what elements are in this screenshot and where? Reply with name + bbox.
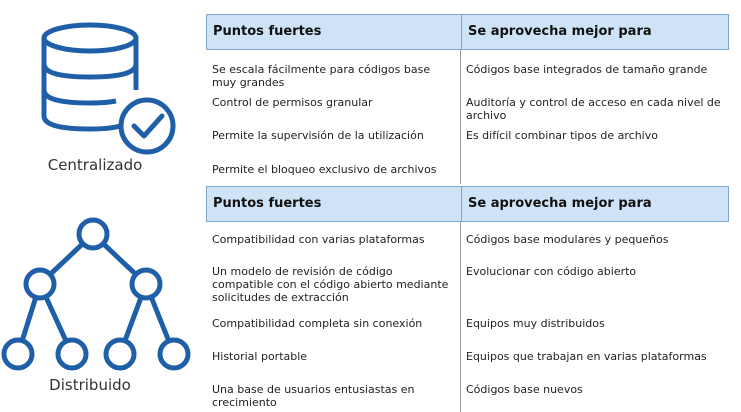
strength-cell: Compatibilidad completa sin conexión — [212, 317, 423, 330]
strength-cell: Permite el bloqueo exclusivo de archivos — [212, 163, 437, 176]
header-best-for: Se aprovecha mejor para — [461, 15, 728, 49]
database-check-icon — [28, 18, 188, 178]
strength-cell: Historial portable — [212, 350, 308, 363]
distributed-caption: Distribuido — [49, 376, 131, 394]
best-for-cell: Equipos muy distribuidos — [466, 317, 605, 330]
strength-cell: Permite la supervisión de la utilización — [212, 129, 424, 142]
column-divider — [460, 50, 461, 184]
header-best-for: Se aprovecha mejor para — [461, 187, 728, 221]
strength-cell: Un modelo de revisión de código compatible con el código abierto mediante solicitudes de extracción — [212, 265, 449, 304]
best-for-cell: Es difícil combinar tipos de archivo — [466, 129, 658, 142]
header-strengths: Puntos fuertes — [213, 24, 322, 39]
best-for-cell: Códigos base nuevos — [466, 383, 583, 396]
best-for-cell: Auditoría y control de acceso en cada nivel de archivo — [466, 96, 721, 122]
best-for-cell: Equipos que trabajan en varias plataformas — [466, 350, 707, 363]
distributed-table — [206, 186, 729, 412]
strength-cell: Se escala fácilmente para códigos base muy grandes — [212, 63, 431, 89]
table-header — [206, 14, 729, 50]
column-divider — [460, 222, 461, 412]
strength-cell: Compatibilidad con varias plataformas — [212, 233, 425, 246]
best-for-cell: Códigos base modulares y pequeños — [466, 233, 669, 246]
centralized-table — [206, 14, 729, 184]
strength-cell: Control de permisos granular — [212, 96, 373, 109]
header-strengths: Puntos fuertes — [213, 196, 322, 211]
centralized-caption: Centralizado — [47, 156, 143, 174]
table-header — [206, 186, 729, 222]
best-for-cell: Códigos base integrados de tamaño grande — [466, 63, 708, 76]
strength-cell: Una base de usuarios entusiastas en crecimiento — [212, 383, 415, 409]
best-for-cell: Evolucionar con código abierto — [466, 265, 637, 278]
